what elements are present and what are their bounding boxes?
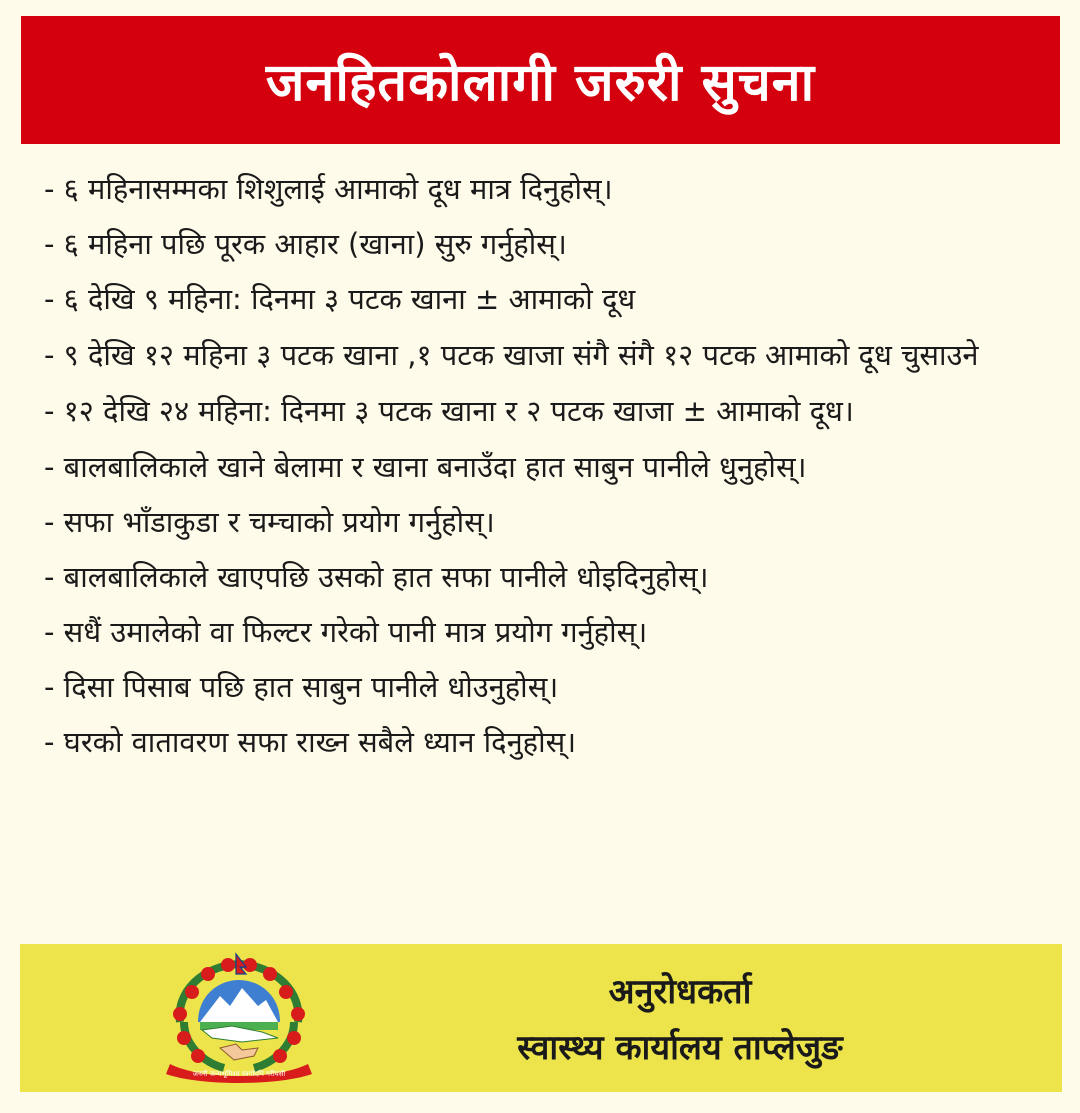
list-item: - १२ देखि २४ महिना: दिनमा ३ पटक खाना र २ पटक खाजा ± आमाको दूध।	[44, 394, 854, 428]
requester-label: अनुरोधकर्ता	[608, 972, 752, 1012]
footer-text	[350, 964, 1010, 1076]
office-name: स्वास्थ्य कार्यालय ताप्लेजुङ	[517, 1028, 843, 1068]
list-item: - दिसा पिसाब पछि हात साबुन पानीले धोउनुहोस्।	[44, 670, 559, 704]
list-item: - बालबालिकाले खाने बेलामा र खाना बनाउँदा हात साबुन पानीले धुनुहोस्।	[44, 450, 807, 484]
list-item: - ६ महिनासम्मका शिशुलाई आमाको दूध मात्र दिनुहोस्।	[44, 172, 613, 206]
list-item: - ६ महिना पछि पूरक आहार (खाना) सुरु गर्नुहोस्।	[44, 227, 567, 261]
list-item: - सफा भाँडाकुडा र चम्चाको प्रयोग गर्नुहोस्।	[44, 505, 495, 539]
list-item: - बालबालिकाले खाएपछि उसको हात सफा पानीले धोइदिनुहोस्।	[44, 560, 709, 594]
motto-ribbon	[166, 1064, 312, 1083]
footer-banner	[20, 944, 1062, 1092]
list-item: - ६ देखि ९ महिना: दिनमा ३ पटक खाना ± आमाको दूध	[44, 282, 636, 316]
mountain-icon	[198, 980, 280, 1030]
notice-header	[21, 16, 1060, 144]
emblem-motto: जननी जन्मभूमिश्च स्वर्गादपि गरीयसी	[192, 1070, 286, 1078]
list-item: - सधैं उमालेको वा फिल्टर गरेको पानी मात्र प्रयोग गर्नुहोस्।	[44, 615, 648, 649]
list-item: - घरको वातावरण सफा राख्न सबैले ध्यान दिनुहोस्।	[44, 725, 577, 759]
list-item: - ९ देखि १२ महिना ३ पटक खाना ,१ पटक खाजा संगै संगै १२ पटक आमाको दूध चुसाउने	[44, 338, 979, 372]
notice-list	[44, 162, 1044, 770]
handshake-icon	[220, 1044, 258, 1060]
nepal-emblem-icon	[162, 952, 316, 1086]
page-title: जनहितकोलागी जरुरी सुचना	[265, 52, 816, 113]
